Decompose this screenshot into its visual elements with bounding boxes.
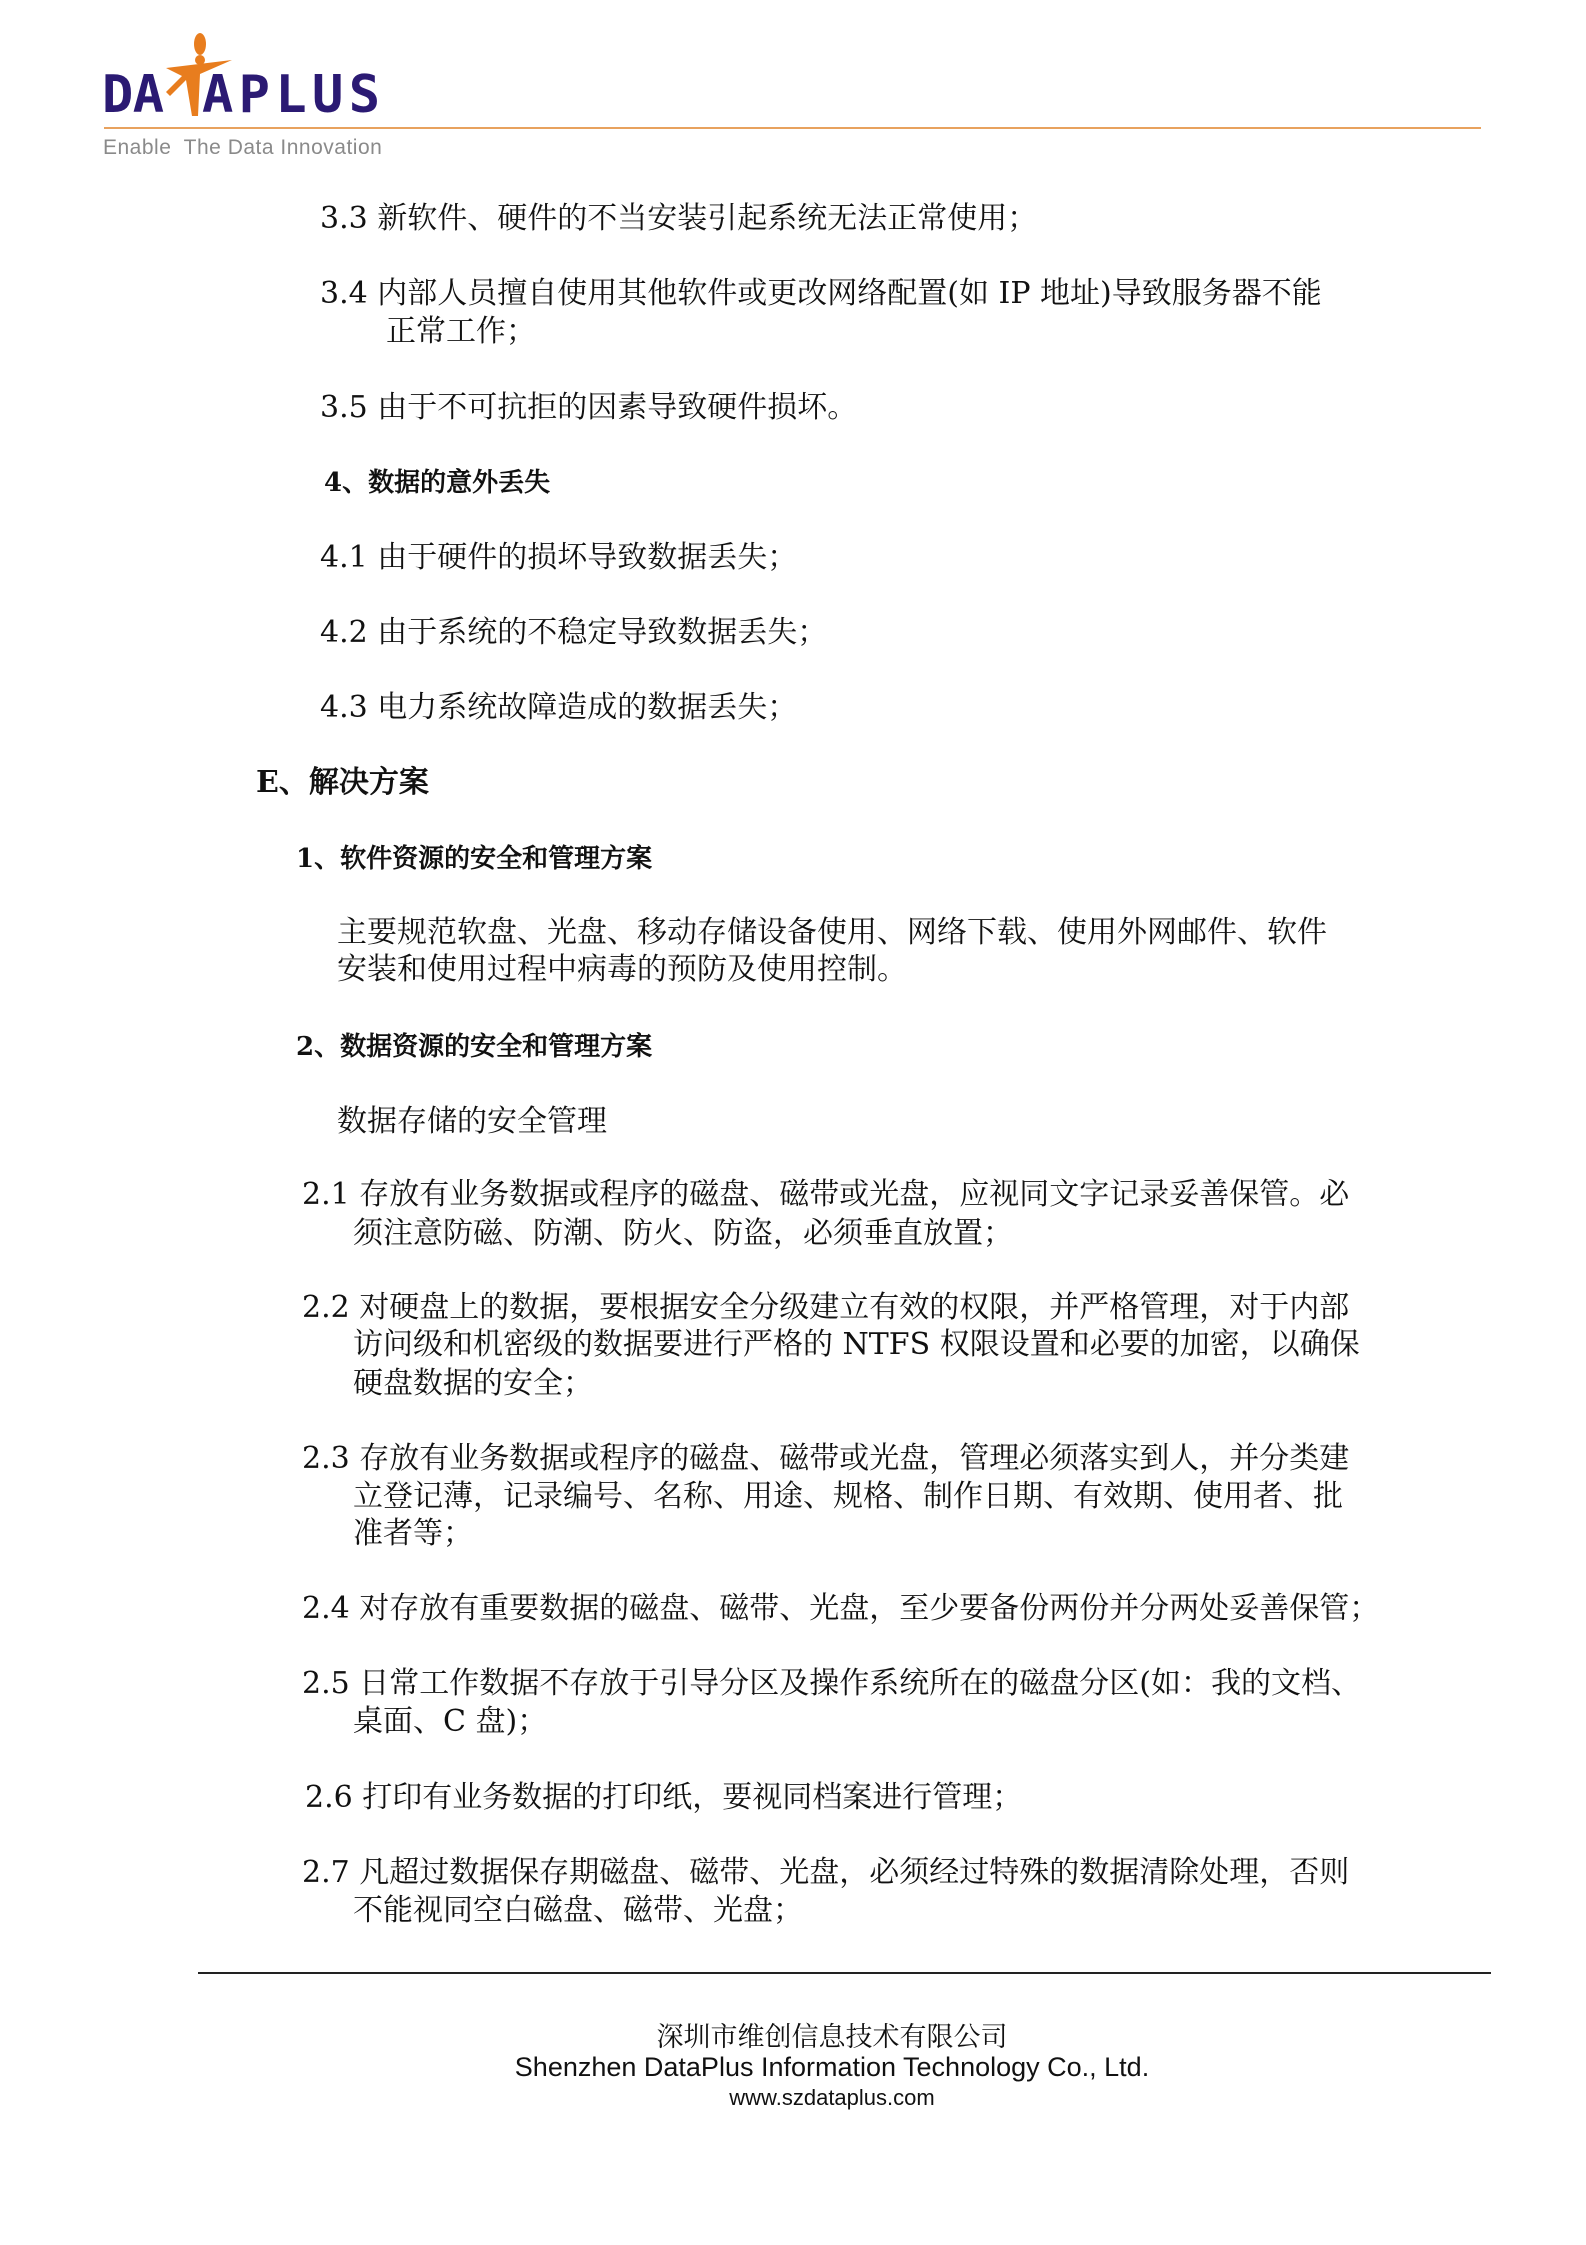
footer-rule [198, 1972, 1491, 1974]
tagline: Enable The Data Innovation [103, 136, 383, 159]
item-3-3: 3.3 新软件、硬件的不当安装引起系统无法正常使用； [320, 201, 1038, 236]
item-2-3: 2.3 存放有业务数据或程序的磁盘、磁带或光盘，管理必须落实到人，并分类建 [302, 1441, 1350, 1476]
item-2-1-cont: 须注意防磁、防潮、防火、防盗，必须垂直放置； [353, 1216, 1013, 1251]
footer-website: www.szdataplus.com [729, 2085, 935, 2110]
item-2-3-cont2: 准者等； [353, 1516, 473, 1551]
svg-text:DA: DA [102, 65, 164, 120]
heading-1: 1、软件资源的安全和管理方案 [296, 844, 653, 874]
svg-text:APLUS: APLUS [202, 65, 380, 120]
item-2-4: 2.4 对存放有重要数据的磁盘、磁带、光盘，至少要备份两份并分两处妥善保管； [302, 1591, 1380, 1626]
para-2: 数据存储的安全管理 [337, 1104, 607, 1139]
para-1: 主要规范软盘、光盘、移动存储设备使用、网络下载、使用外网邮件、软件 [337, 915, 1327, 950]
item-2-6: 2.6 打印有业务数据的打印纸，要视同档案进行管理； [305, 1780, 1023, 1815]
para-1-cont: 安装和使用过程中病毒的预防及使用控制。 [337, 952, 907, 987]
item-2-1: 2.1 存放有业务数据或程序的磁盘、磁带或光盘，应视同文字记录妥善保管。必 [302, 1177, 1350, 1212]
header-rule [104, 127, 1481, 129]
dataplus-logo [100, 30, 390, 120]
item-3-5: 3.5 由于不可抗拒的因素导致硬件损坏。 [320, 390, 858, 425]
item-2-7: 2.7 凡超过数据保存期磁盘、磁带、光盘，必须经过特殊的数据清除处理，否则 [302, 1855, 1350, 1890]
item-4-3: 4.3 电力系统故障造成的数据丢失； [320, 690, 798, 725]
heading-4: 4、数据的意外丢失 [324, 468, 551, 498]
item-2-3-cont: 立登记薄，记录编号、名称、用途、规格、制作日期、有效期、使用者、批 [353, 1479, 1343, 1514]
item-3-4: 3.4 内部人员擅自使用其他软件或更改网络配置(如 IP 地址)导致服务器不能 [320, 276, 1322, 311]
section-heading-e: E、解决方案 [256, 765, 429, 800]
item-4-2: 4.2 由于系统的不稳定导致数据丢失； [320, 615, 828, 650]
footer-company-en: Shenzhen DataPlus Information Technology Co., Ltd. [514, 2052, 1150, 2082]
item-2-2-cont2: 硬盘数据的安全； [353, 1366, 593, 1401]
heading-2: 2、数据资源的安全和管理方案 [296, 1032, 653, 1062]
item-2-2: 2.2 对硬盘上的数据，要根据安全分级建立有效的权限，并严格管理，对于内部 [302, 1290, 1350, 1325]
item-2-5-cont: 桌面、C 盘)； [353, 1704, 548, 1739]
item-4-1: 4.1 由于硬件的损坏导致数据丢失； [320, 540, 798, 575]
item-2-5: 2.5 日常工作数据不存放于引导分区及操作系统所在的磁盘分区(如：我的文档、 [302, 1666, 1361, 1701]
item-2-7-cont: 不能视同空白磁盘、磁带、光盘； [353, 1893, 803, 1928]
item-3-4-cont: 正常工作； [386, 314, 536, 349]
item-2-2-cont: 访问级和机密级的数据要进行严格的 NTFS 权限设置和必要的加密，以确保 [353, 1327, 1360, 1362]
footer-company-cn: 深圳市维创信息技术有限公司 [656, 2022, 1008, 2053]
